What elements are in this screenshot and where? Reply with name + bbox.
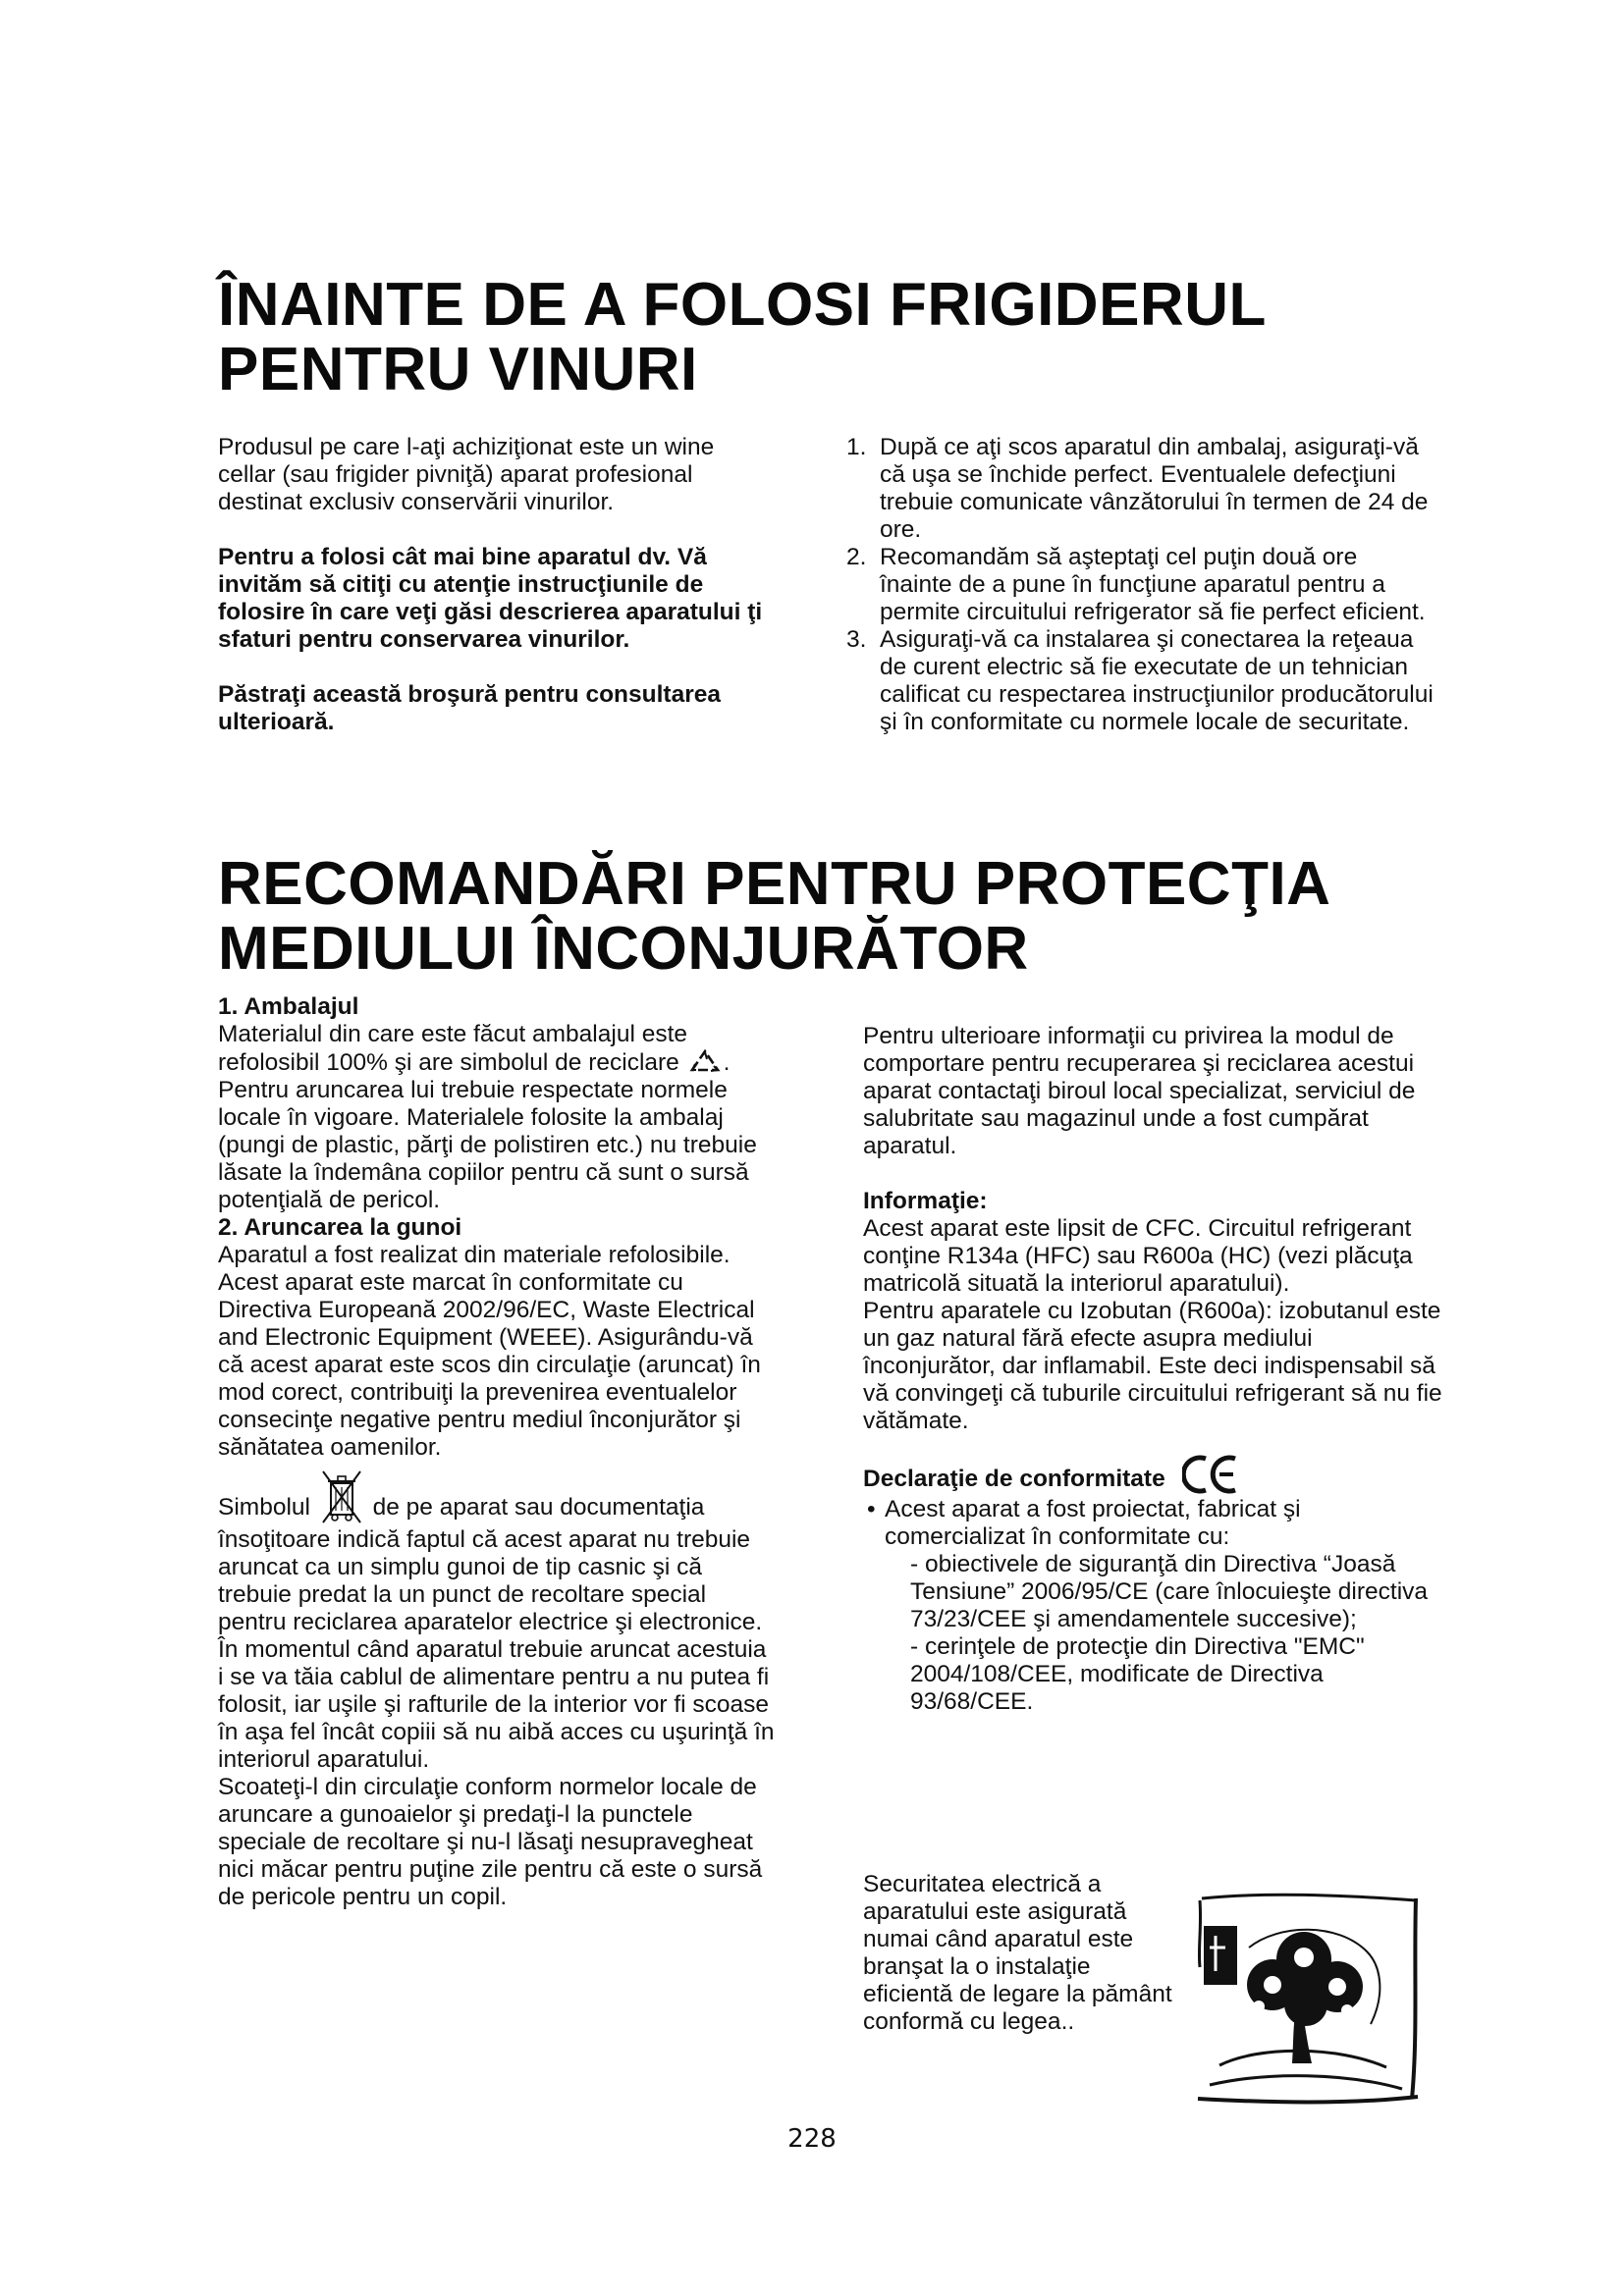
environment-left-column (218, 993, 778, 1911)
step-number: 1. (846, 434, 867, 460)
list-item (846, 626, 1435, 736)
weee-paragraph: Acest aparat este marcat în conformitate cu Directiva Europeană 2002/96/EC, Waste Electrical and Electronic Equipment (WEEE). Asigurându-vă că acest aparat este scos din circulaţie (aruncat) în mod corect, contribuiţi la prevenirea eventualelor consecinţe negative pentru mediul înconjurător şi sănătatea oamenilor. (218, 1269, 761, 1461)
section-title-before-use (218, 273, 1445, 402)
section-title-environment (218, 852, 1445, 982)
keep-brochure-note: Păstraţi această broşură pentru consultarea ulterioară. (218, 681, 721, 735)
disposal-heading: 2. Aruncarea la gunoi (218, 1214, 462, 1241)
disposal-instructions: Scoateţi-l din circulaţie conform normelor locale de aruncare a gunoaielor şi predaţi-l la punctele speciale de recoltare şi nu-l lăsaţi nesupravegheat nici măcar pentru puţine zile pentru că este o sursă de pericole pentru un copil. (218, 1774, 763, 1910)
title-line: MEDIULUI ÎNCONJURĂTOR (218, 915, 1029, 983)
recycle-icon (686, 1048, 724, 1074)
crossed-bin-icon (319, 1469, 364, 1526)
ce-mark-icon (1182, 1453, 1241, 1496)
declaration-heading (863, 1453, 1442, 1496)
step-text: Asiguraţi-vă ca instalarea şi conectarea la reţeaua de curent electric să fie executate de un tehnician calificat cu respectarea instrucţiunilor producătorului şi în conformitate cu normele locale de securitate. (880, 626, 1434, 735)
title-line: RECOMANDĂRI PENTRU PROTECŢIA (218, 850, 1331, 918)
disposal-instructions: În momentul când aparatul trebuie aruncat acestuia i se va tăia cablul de alimentare pentru a nu putea fi folosit, iar uşile şi rafturile de la interior vor fi scoase în aşa fel încât copiii să nu aibă acces cu uşurinţă în interiorul aparatului. (218, 1636, 775, 1773)
step-number: 3. (846, 626, 867, 653)
further-info-paragraph: Pentru ulterioare informaţii cu privirea la modul de comportare pentru recuperarea şi reciclarea acestui aparat contactaţi biroul local specializat, serviciul de salubritate sau magazinul unde a fost cumpărat aparatul. (863, 1023, 1416, 1159)
symbol-text: Simbolul (218, 1494, 310, 1521)
packaging-text: Materialul din care este făcut ambalajul este refolosibil 100% şi are simbolul de reciclare (218, 1021, 688, 1076)
setup-steps-list (846, 434, 1435, 736)
symbol-text: de pe aparat sau documentaţia însoţitoare indică faptul că acest aparat nu trebuie aruncat ca un simplu gunoi de tip casnic şi că trebuie predat la un punct de recoltare special pentru reciclarea aparatelor electrice şi electronice. (218, 1494, 763, 1635)
list-item (846, 544, 1435, 626)
electrical-safety-paragraph: Securitatea electrică a aparatului este asigurată numai când aparatul este branşat la o instalaţie eficientă de legare la pământ conformă cu legea.. (863, 1871, 1172, 2035)
intro-left-column (218, 434, 768, 736)
disposal-paragraph: Aparatul a fost realizat din materiale refolosibile. (218, 1242, 731, 1268)
environment-right-column (863, 1023, 1442, 1716)
information-paragraph: Acest aparat este lipsit de CFC. Circuitul refrigerant conţine R134a (HFC) sau R600a (HC) (vezi plăcuţa matricolă situată la interiorul aparatului). (863, 1215, 1413, 1297)
step-text: După ce aţi scos aparatul din ambalaj, asiguraţi-vă că uşa se închide perfect. Eventualele defecţiuni trebuie comunicate vânzătorului în termen de 24 de ore. (880, 434, 1429, 543)
intro-paragraph: Produsul pe care l-aţi achiziţionat este un wine cellar (sau frigider pivniţă) aparat profesional destinat exclusiv conservării vinurilor. (218, 434, 715, 515)
title-line: PENTRU VINURI (218, 336, 698, 403)
step-number: 2. (846, 544, 867, 570)
directive-item: - cerinţele de protecţie din Directiva "EMC" 2004/108/CEE, modificate de Directiva 93/68/CEE. (910, 1633, 1365, 1715)
packaging-paragraph (218, 1021, 778, 1214)
title-line: ÎNAINTE DE A FOLOSI FRIGIDERUL (218, 271, 1267, 339)
list-item (846, 434, 1435, 544)
packaging-heading: 1. Ambalajul (218, 993, 359, 1020)
intro-right-column (846, 434, 1435, 736)
symbol-paragraph (218, 1469, 778, 1636)
page-number: 228 (787, 2124, 837, 2154)
isobutane-paragraph: Pentru aparatele cu Izobutan (R600a): izobutanul este un gaz natural fără efecte asupra mediului înconjurător, dar inflamabil. Este deci indispensabil să vă convingeţi că tuburile circuitului refrigerant să nu fie vătămate. (863, 1298, 1442, 1434)
packaging-text: . Pentru aruncarea lui trebuie respectate normele locale în vigoare. Materialele folosite la ambalaj (pungi de plastic, părţi de polistiren etc.) nu trebuie lăsate la îndemâna copiilor pentru că sunt o sursă potenţială de pericol. (218, 1049, 757, 1213)
list-item: • Acest aparat a fost proiectat, fabricat şi comercializat în conformitate cu: - obiectivele de siguranţă din Directiva “Joasă Tensiune” 2006/95/CE (care înlocuieşte directiva 73/23/CEE şi amendamentele succesive); - cerinţele de protecţie din Directiva "EMC" 2004/108/CEE, modificate de Directiva 93/68/CEE. (863, 1496, 1442, 1716)
declaration-text: Acest aparat a fost proiectat, fabricat şi comercializat în conformitate cu: (885, 1496, 1301, 1550)
intro-bold-paragraph: Pentru a folosi cât mai bine aparatul dv. Vă invităm să citiţi cu atenţie instrucţiunile de folosire în care veţi găsi descrierea aparatului ţi sfaturi pentru conservarea vinurilor. (218, 544, 763, 653)
tree-logo-icon (1190, 1889, 1422, 2109)
step-text: Recomandăm să aşteptaţi cel puţin două ore înainte de a pune în funcţiune aparatul pentru a permite circuitului refrigerator să fie perfect eficient. (880, 544, 1426, 625)
declaration-heading-text: Declaraţie de conformitate (863, 1466, 1165, 1492)
information-heading: Informaţie: (863, 1188, 988, 1214)
directive-item: - obiectivele de siguranţă din Directiva “Joasă Tensiune” 2006/95/CE (care înlocuieşte directiva 73/23/CEE şi amendamentele succesive); (910, 1551, 1429, 1632)
